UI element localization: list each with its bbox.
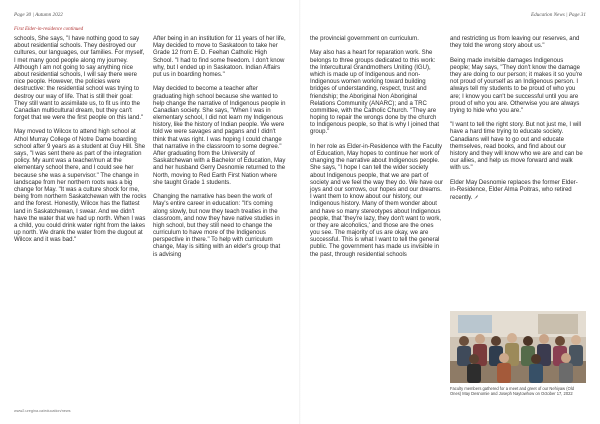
page-footer-url[interactable]: www2.uregina.ca/education/news bbox=[14, 409, 71, 413]
paragraph: May also has a heart for reparation work. She belongs to three groups dedicated to this work: the Intercultural Grandmothers Uniting (IGU), which is made up of Indigenous and non-Indigenous women working toward building bridges of understanding, respect, trust and friendship; the Aboriginal Non Aboriginal Relations Community (ANARC); and a TRC committee, with the Catholic Church. "They are hoping to repair the wrongs done by the church to Indigenous people, so that is why I joined that group." bbox=[310, 50, 440, 136]
article-column-2 bbox=[153, 36, 286, 259]
paragraph-last bbox=[450, 180, 583, 203]
continued-kicker: First Elder-in-residence continued bbox=[14, 27, 84, 32]
group-photo-icon bbox=[450, 311, 586, 383]
feather-end-icon bbox=[473, 194, 479, 200]
paragraph: May moved to Wilcox to attend high school at Athol Murray College of Notre Dame boarding school after 9 years as a student at Guy Hill. She says, "I was sent there as part of the integration policy. My aunt was a teacher/nun at the elementary school there, and I could see her because she was a supervisor." The change in landscape from her northern roots was a big change for May. "It was a culture shock for me, being from northern Saskatchewan with the rocks and the forest. Honestly, Wilcox has the flattest land in Saskatchewan, I swear. And we didn't have the water that we had up north. When I was a child, you could drink water right from the lakes up north. We drank the water from the dugout at Wilcox and it was bad." bbox=[14, 129, 147, 244]
article-column-4 bbox=[450, 36, 583, 202]
article-column-3 bbox=[310, 36, 443, 259]
paragraph: May decided to become a teacher after graduating high school because she wanted to help change the narrative of Indigenous people in Canadian society. She says, "When I was in elementary school, I did not learn my Indigenous history, like the history of Indian people. We were told we were savages and pagans and I didn't think that was right. I was hoping I could change that narrative in the classroom to some degree." After graduating from the University of Saskatchewan with a Bachelor of Education, May and her husband Gerry Desnomie returned to the North, moving to Red Earth First Nation where she taught Grade 1 students. bbox=[153, 86, 286, 186]
page-header-left: Page 30 | Autumn 2022 bbox=[14, 12, 63, 18]
paragraph: In her role as Elder-in-Residence with the Faculty of Education, May hopes to continue her work of changing the narrative about Indigenous people. She says, "I hope I can tell the wider society about Indigenous people, that we are part of society and we feel the way they do. We have our joys and our sorrows, our hopes and our dreams. I want them to know about our history, our Indigenous history. Many of them wonder about and have so many stereotypes about Indigenous people, that 'they're lazy, they don't want to work, or they are alcoholics,' and those are the ones you see. The majority of us are okay, we are successful. This is what I want to tell the general public. The government has made us invisible in the past, through residential schools bbox=[310, 143, 443, 258]
paragraph: schools, She says, "I have nothing good to say about residential schools. They destroyed our cultures, our languages, our families. For myself, I met many good people along my journey. Although I am not going to say anything nice about residential schools, I will say there were nice people. However, the policies were destructive: the residential school was trying to destroy our way of life. That is still their goal: They still want to assimilate us, to fit us into the Canadian multicultural dream, but they can't forget that we were the first people on this land." bbox=[14, 36, 145, 122]
photo-caption: Faculty members gathered for a meet and greet of our Nehiyaw (Old Ones) May Desnomie and Joseph Naytowhow on October 17, 2022 bbox=[450, 386, 575, 397]
article-column-1 bbox=[14, 36, 147, 244]
paragraph: "I want to tell the right story. But not just me, I will have a hard time trying to educate society. Canadians will have to go out and educate themselves, read books, and find about our history and they will know who we are and can be our allies, and help us move forward and walk with us." bbox=[450, 122, 583, 172]
paragraph: After being in an institution for 11 years of her life, May decided to move to Saskatoon to take her Grade 12 from E. D. Feehan Catholic High School. "I had to find some freedom. I don't know why, but I ended up in Saskatoon. Indian Affairs put us in boarding homes." bbox=[153, 36, 286, 78]
right-page bbox=[300, 0, 600, 424]
paragraph: Being made invisible damages Indigenous people; May says, "They don't know the damage they are doing to our person; it makes it so you're not proud of yourself as an Indigenous person. I always tell my students to be proud of who you are; I know you can't be successful until you are proud of who you are. Otherwise you are always trying to hide who you are." bbox=[450, 57, 583, 114]
paragraph: the provincial government on curriculum. bbox=[310, 36, 419, 42]
page-header-right: Education News | Page 31 bbox=[530, 12, 586, 18]
paragraph: Changing the narrative has been the work of May's entire career in education: "It's coming along slowly, but now they teach treaties in the classroom, and now they have native studies in high school, but they still need to change the curriculum to have more of the Indigenous perspective in there." To help with curriculum change, May is sitting with an elder's group that is advising bbox=[153, 194, 281, 258]
closing-paragraph-text: Elder May Desnomie replaces the former Elder-in-Residence, Elder Alma Poitras, who retired recently. bbox=[450, 179, 578, 202]
paragraph: and restricting us from leaving our reserves, and they told the wrong story about us." bbox=[450, 36, 580, 50]
